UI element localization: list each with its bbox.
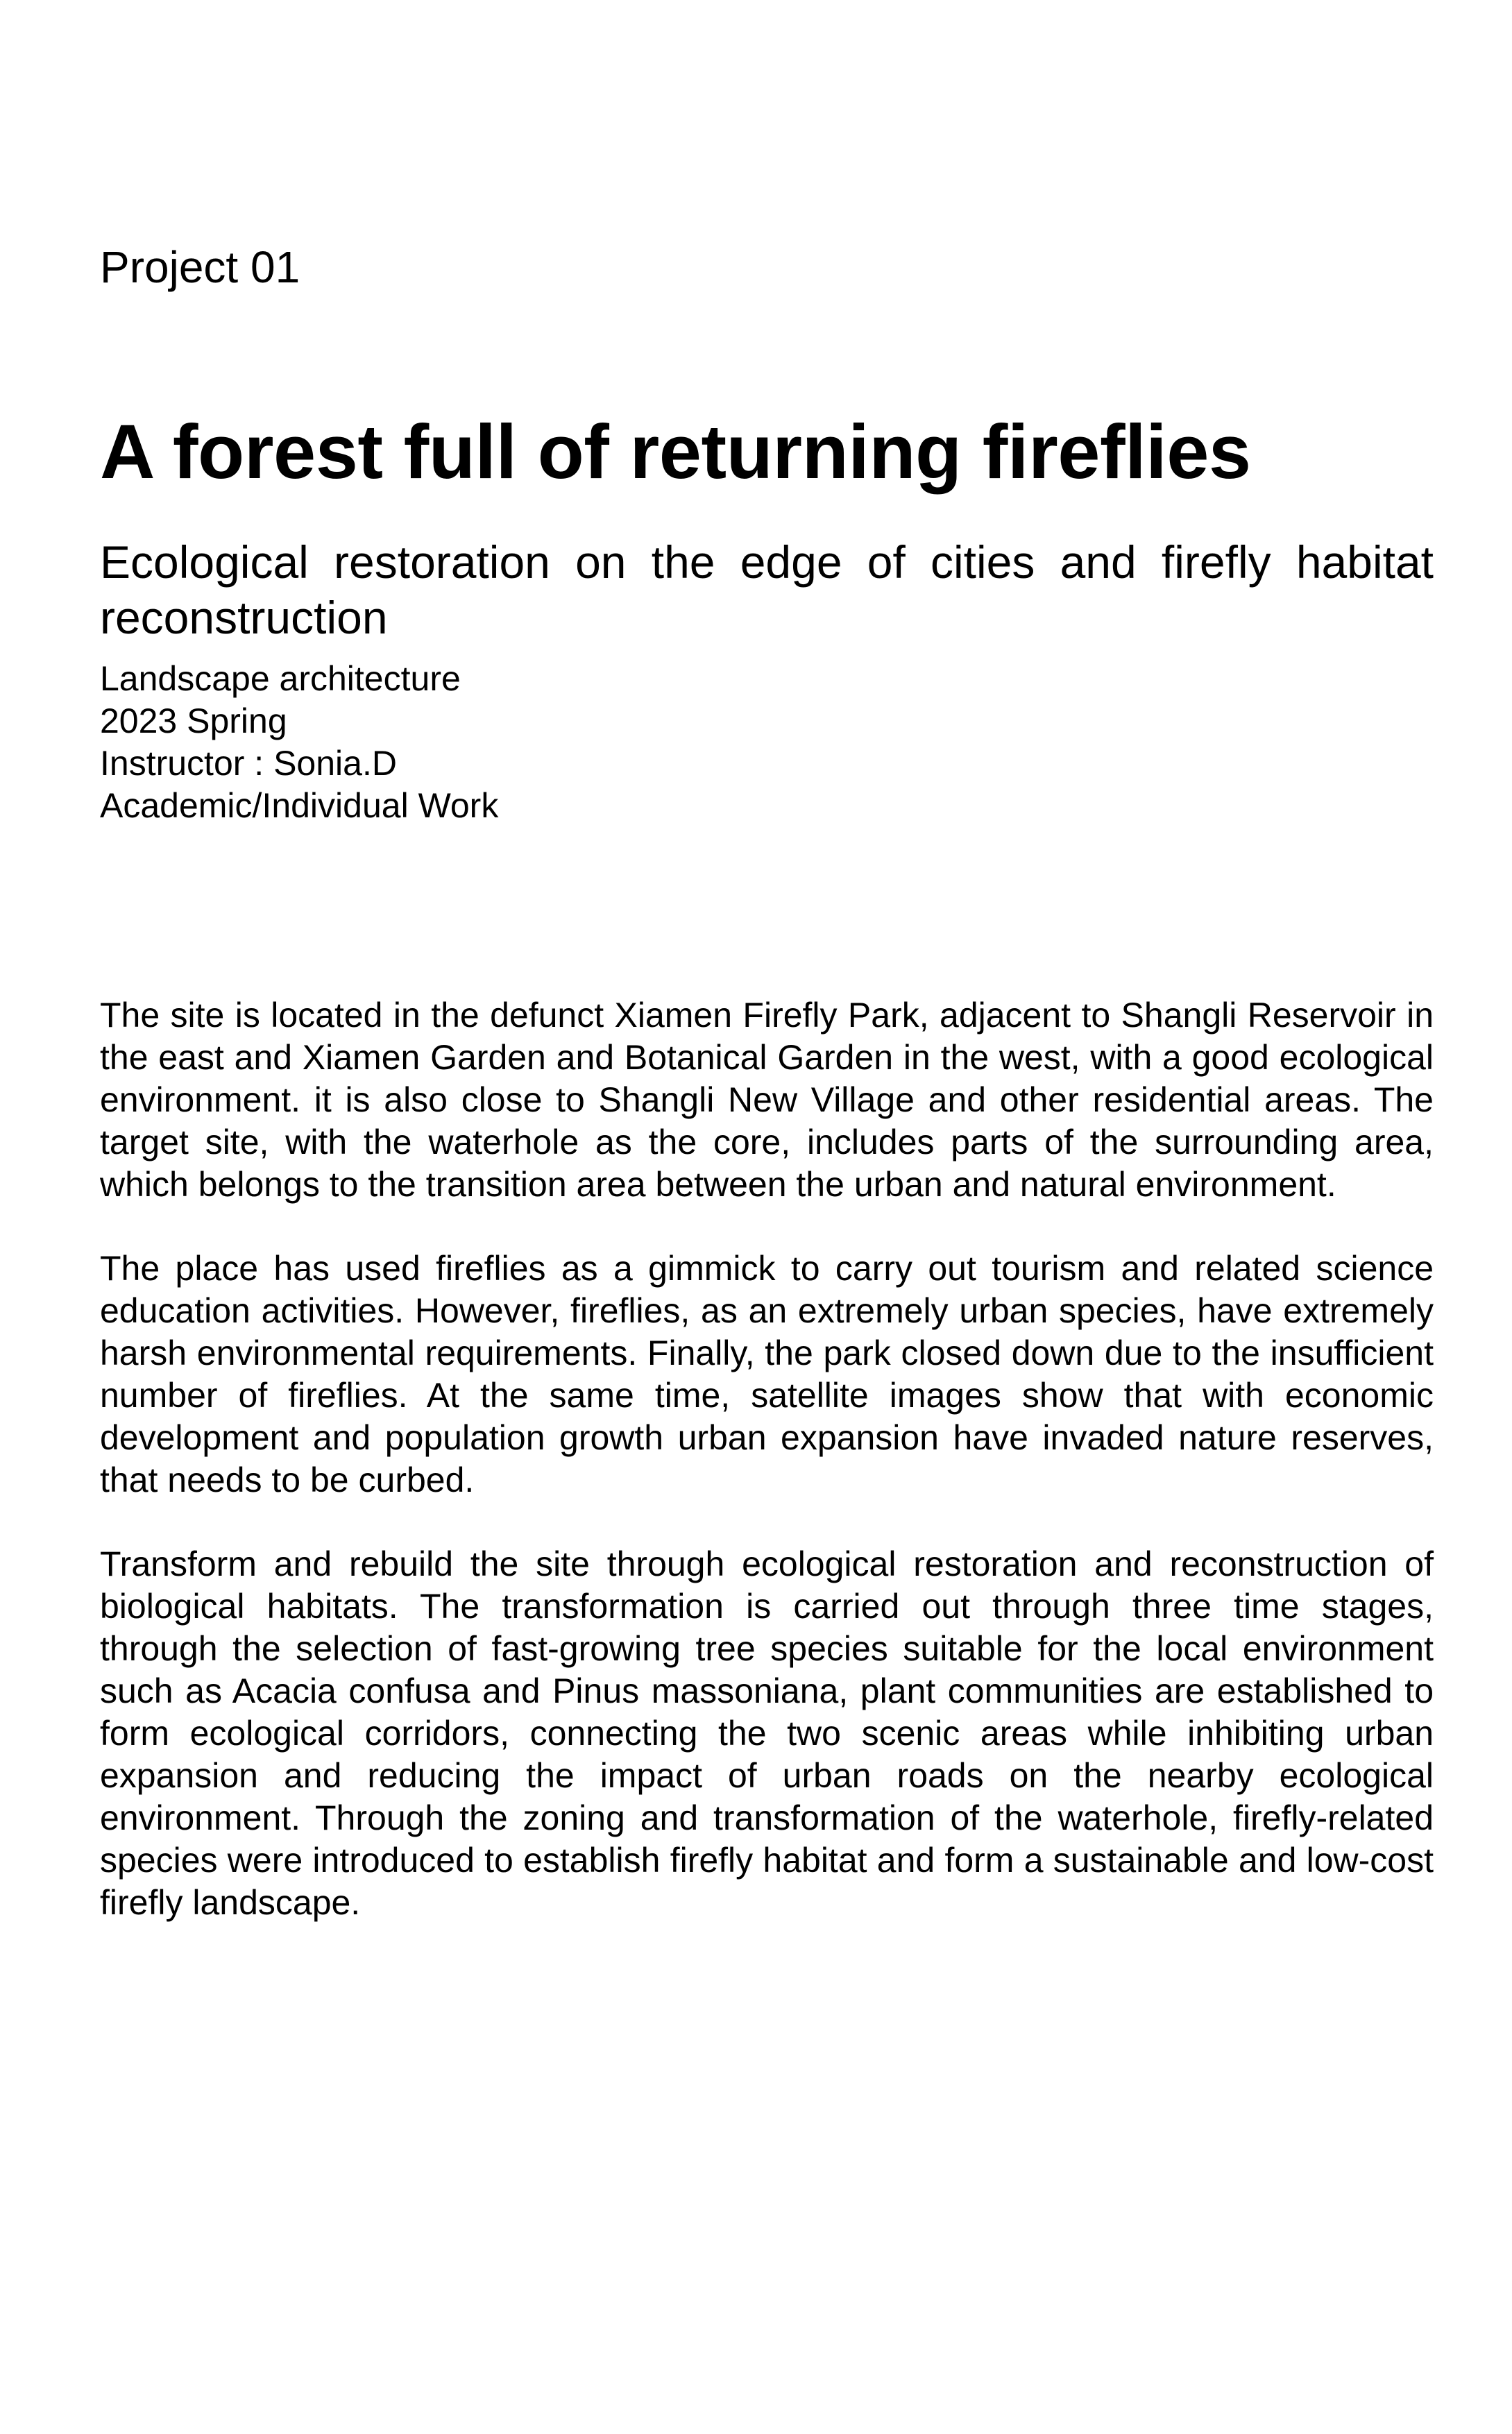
meta-term: 2023 Spring: [100, 701, 287, 740]
paragraph-history: The place has used fireflies as a gimmick to carry out tourism and related science education activities. However, fireflies, as an extremely urban species, have extremely harsh environmental requirements. Finally, the park closed down due to the insufficient number of fireflies. At the same time, satellite images show that with economic development and population growth urban expansion have invaded nature reserves, that needs to be curbed.: [100, 1249, 1434, 1499]
body-text: [100, 994, 1434, 1966]
project-label: Project 01: [100, 242, 300, 292]
meta-discipline: Landscape architecture: [100, 659, 461, 698]
paragraph-strategy: Transform and rebuild the site through ecological restoration and reconstruction of biological habitats. The transformation is carried out through three time stages, through the selection of fast-growing tree species suitable for the local environment such as Acacia confusa and Pinus massoniana, plant communities are established to form ecological corridors, connecting the two scenic areas while inhibiting urban expansion and reducing the impact of urban roads on the nearby ecological environment. Through the zoning and transformation of the waterhole, firefly-related species were introduced to establish firefly habitat and form a sustainable and low-cost firefly landscape.: [100, 1544, 1434, 1922]
page-subtitle: Ecological restoration on the edge of cities and firefly habitat reconstruction: [100, 536, 1434, 643]
paragraph-site: The site is located in the defunct Xiamen Firefly Park, adjacent to Shangli Reservoir in the east and Xiamen Garden and Botanical Garden in the west, with a good ecological environment. it is also close to Shangli New Village and other residential areas. The target site, with the waterhole as the core, includes parts of the surrounding area, which belongs to the transition area between the urban and natural environment.: [100, 996, 1434, 1204]
project-meta: [100, 658, 498, 827]
meta-instructor: Instructor : Sonia.D: [100, 744, 397, 783]
page-title: A forest full of returning fireflies: [100, 409, 1251, 495]
meta-work-type: Academic/Individual Work: [100, 786, 499, 825]
